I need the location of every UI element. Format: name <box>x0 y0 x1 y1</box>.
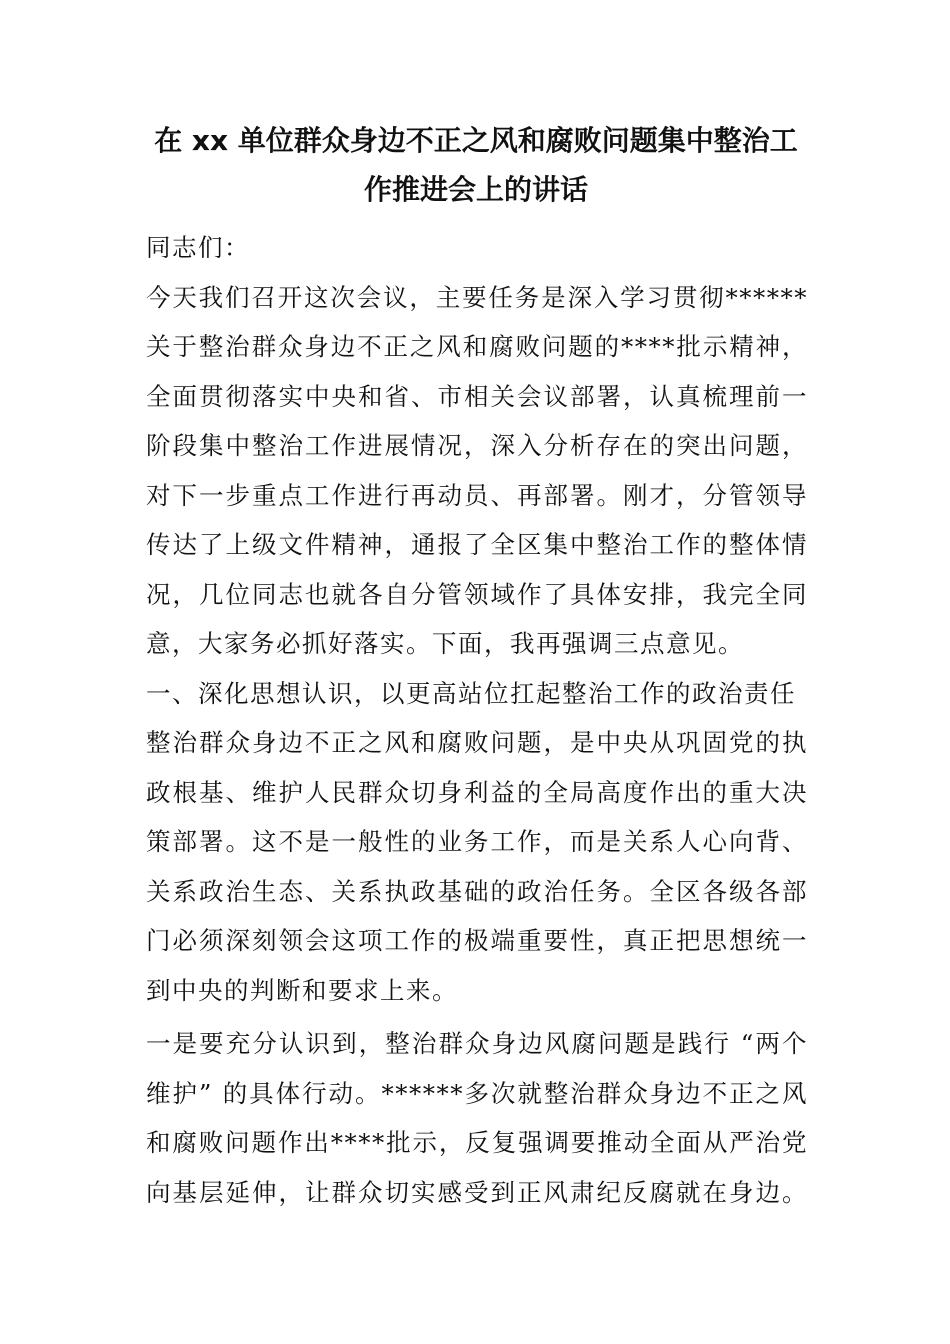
paragraph-1-line: 意，大家务必抓好落实。下面，我再强调三点意见。 <box>146 629 744 658</box>
paragraph-3-line: 一是要充分认识到，整治群众身边风腐问题是践行 “两个 <box>146 1029 808 1058</box>
document-body <box>146 223 808 1217</box>
paragraph-2-line: 策部署。这不是一般性的业务工作，而是关系人心向背、 <box>146 827 808 856</box>
paragraph-1-line: 传达了上级文件精神，通报了全区集中整治工作的整体情 <box>146 530 808 559</box>
paragraph-2-line: 关系政治生态、关系执政基础的政治任务。全区各级各部 <box>146 876 808 906</box>
document-title-line-1: 在 xx 单位群众身边不正之风和腐败问题集中整治工 <box>154 124 798 157</box>
paragraph-1-line: 今天我们召开这次会议，主要任务是深入学习贯彻****** <box>146 282 808 312</box>
paragraph-1-line: 况，几位同志也就各自分管领域作了具体安排，我完全同 <box>146 579 808 609</box>
salutation: 同志们： <box>146 233 250 262</box>
paragraph-2-line: 政根基、维护人民群众切身利益的全局高度作出的重大决 <box>146 777 808 807</box>
paragraph-3-line: 和腐败问题作出****批示，反复强调要推动全面从严治党 <box>146 1128 808 1157</box>
paragraph-2-line: 整治群众身边不正之风和腐败问题，是中央从巩固党的执 <box>146 728 808 757</box>
paragraph-1-line: 对下一步重点工作进行再动员、再部署。刚才，分管领导 <box>146 480 808 510</box>
paragraph-1-line: 阶段集中整治工作进展情况，深入分析存在的突出问题， <box>146 431 808 460</box>
paragraph-2-line: 到中央的判断和要求上来。 <box>146 975 458 1005</box>
paragraph-3-line: 向基层延伸，让群众切实感受到正风肃纪反腐就在身边。 <box>146 1177 808 1207</box>
paragraph-1-line: 关于整治群众身边不正之风和腐败问题的****批示精神， <box>146 332 808 361</box>
paragraph-1-line: 全面贯彻落实中央和省、市相关会议部署，认真梳理前一 <box>146 381 808 411</box>
section-1-heading: 一、深化思想认识，以更高站位扛起整治工作的政治责任 <box>146 678 796 708</box>
document-title-line-2: 作推进会上的讲话 <box>363 173 588 206</box>
paragraph-2-line: 门必须深刻领会这项工作的极端重要性，真正把思想统一 <box>146 926 808 955</box>
paragraph-3-line: 维护” 的具体行动。******多次就整治群众身边不正之风 <box>146 1078 808 1108</box>
